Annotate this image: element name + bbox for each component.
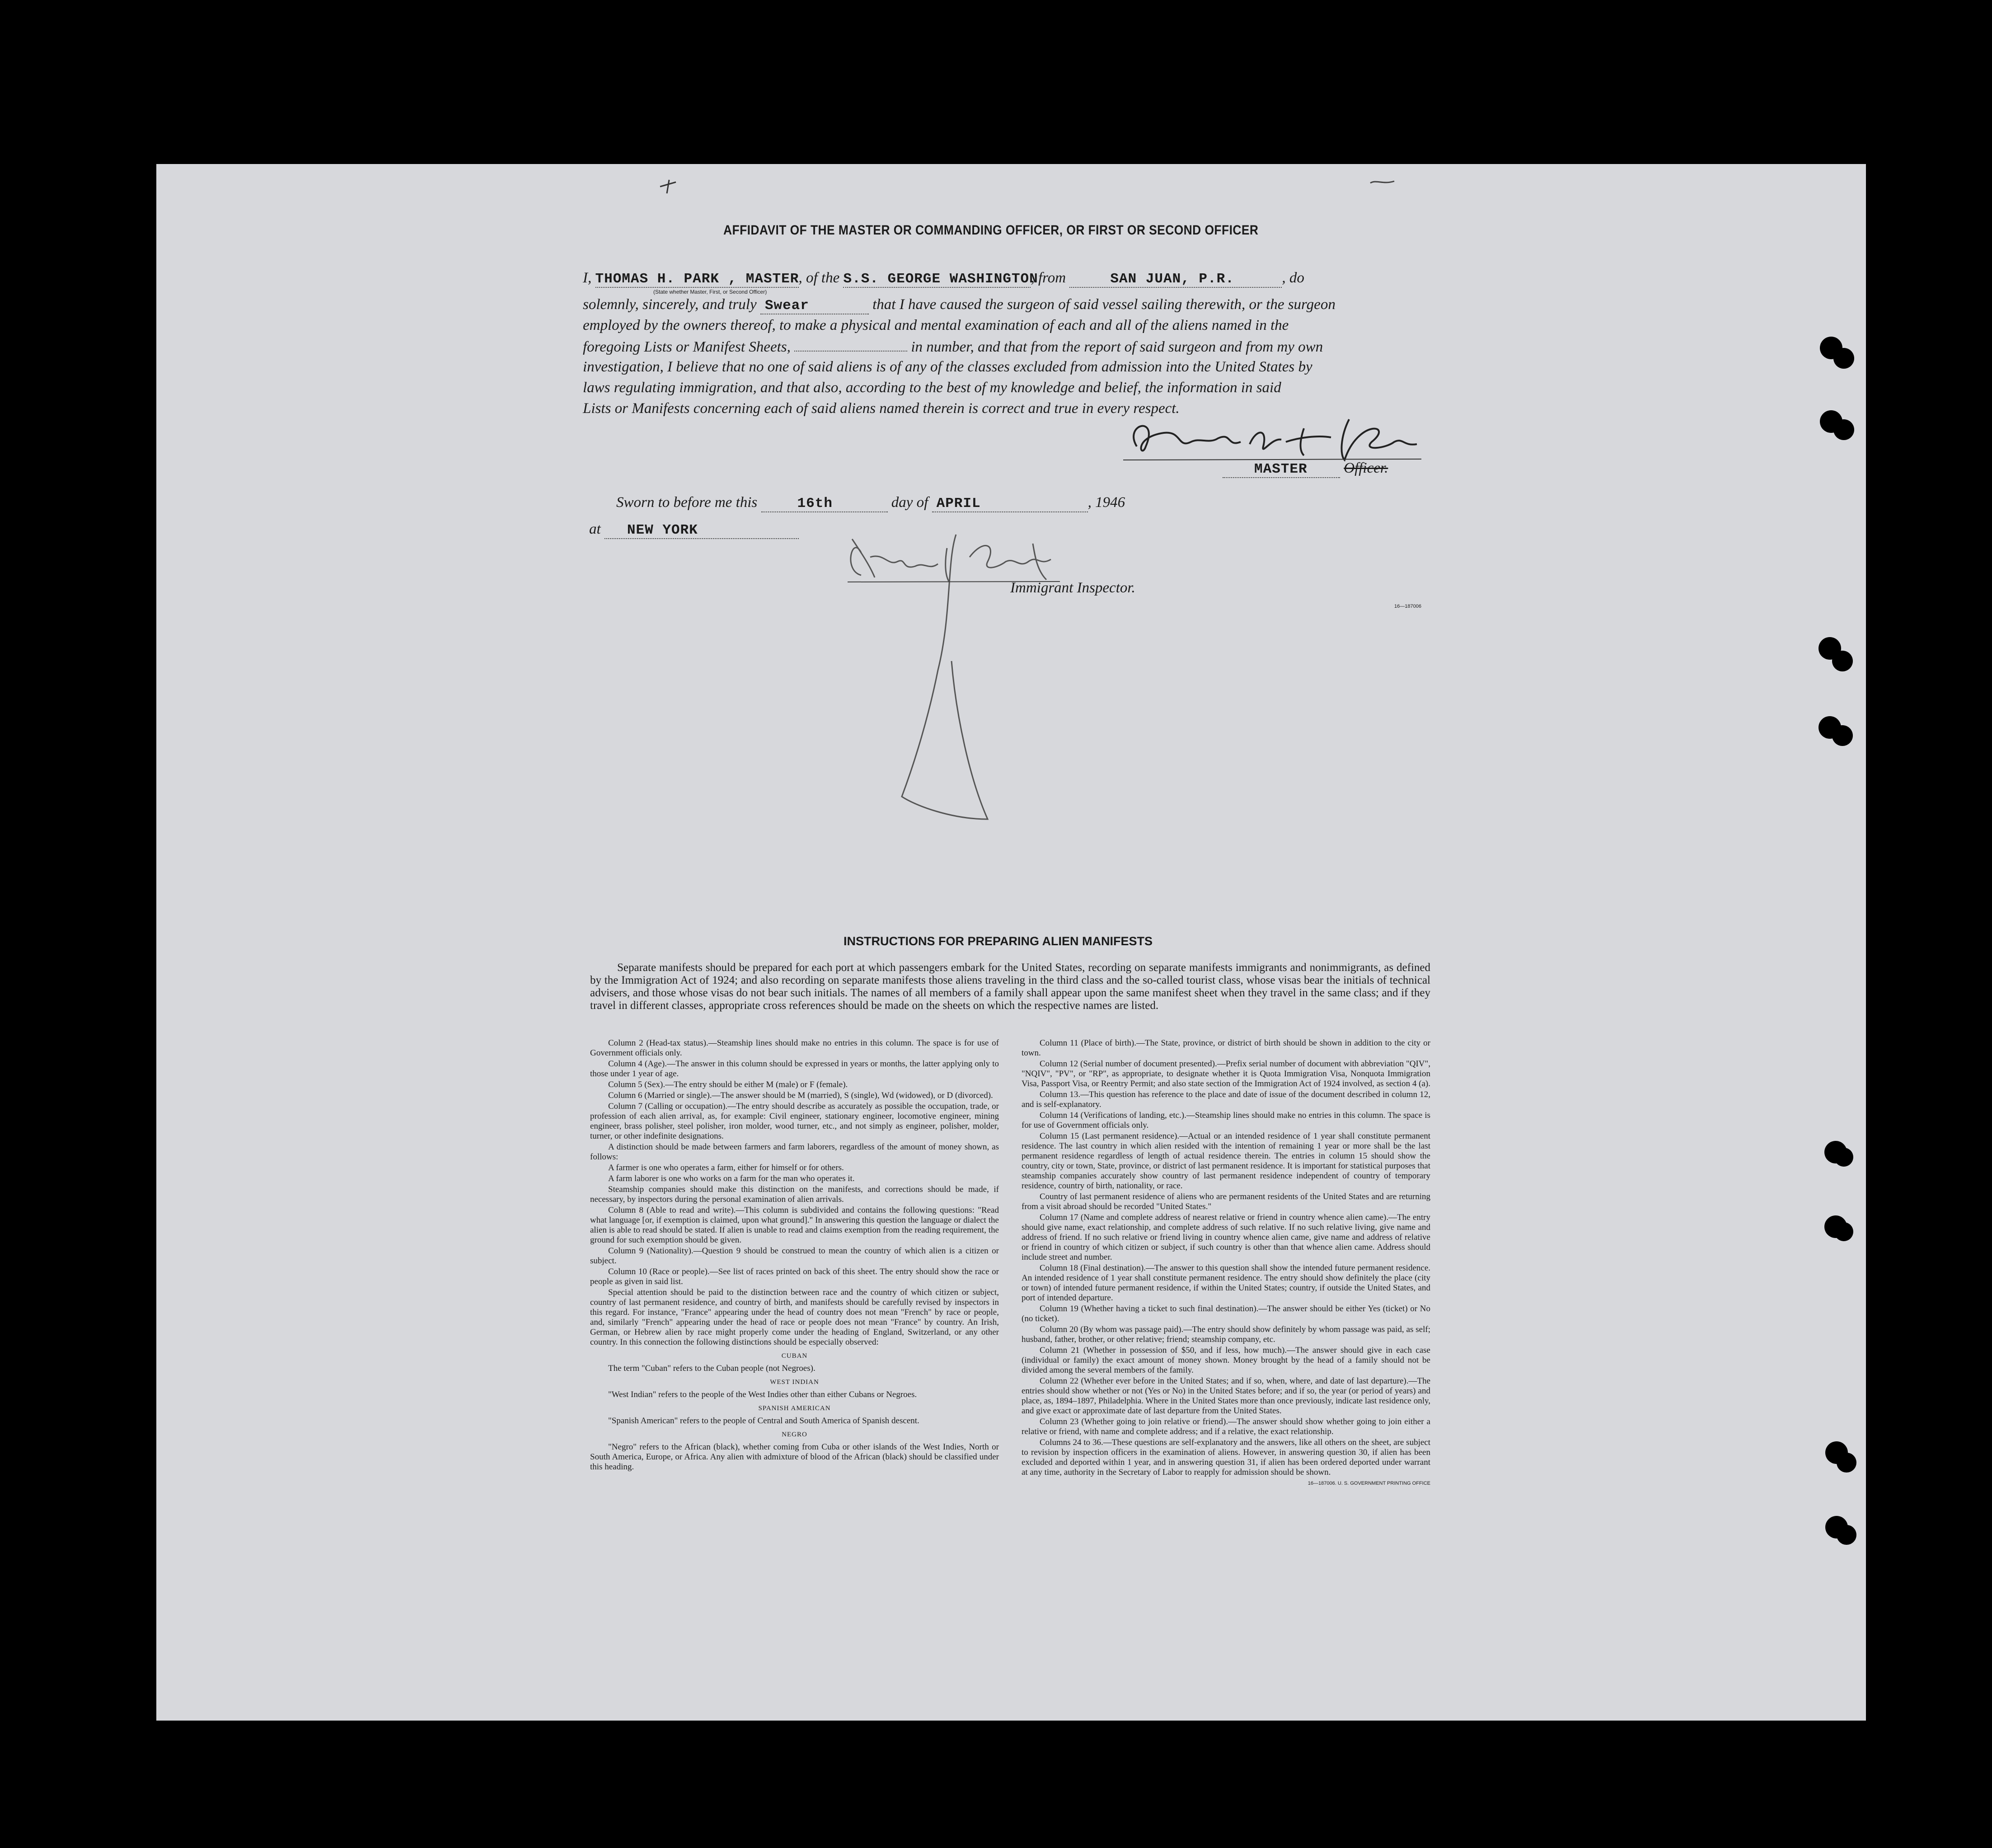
instruction-paragraph: Country of last permanent residence of aliens who are permanent residents of the United States and are returning from a visit abroad should be recorded "United States." bbox=[1022, 1192, 1430, 1211]
affidavit-line-5: investigation, I believe that no one of said aliens is of any of the classes excluded from admission into the United States by bbox=[583, 359, 1312, 375]
instruction-paragraph: Column 7 (Calling or occupation).—The entry should describe as accurately as possible the occupation, trade, or profession of each alien arrival, as, for example: Civil engineer, stationary engineer, locomotive engineer, mining engineer, brass polisher, steel polisher, iron molder, wood turner, etc., and not simply as engineer, polisher, molder, turner, or other indefinite designations. bbox=[590, 1102, 999, 1141]
instruction-paragraph: Column 6 (Married or single).—The answer should be M (married), S (single), Wd (widowed), or D (divorced). bbox=[608, 1091, 993, 1100]
sworn-month-field: APRIL bbox=[932, 496, 1088, 512]
instruction-paragraph: Steamship companies should make this distinction on the manifests, and corrections should be made, if necessary, by inspectors during the personal examination of alien arrivals. bbox=[590, 1185, 999, 1204]
instruction-paragraph: Column 9 (Nationality).—Question 9 should be construed to mean the country of which alien is a citizen or subject. bbox=[590, 1246, 999, 1266]
cuban-heading: CUBAN bbox=[781, 1352, 808, 1360]
instruction-paragraph: Column 12 (Serial number of document presented).—Prefix serial number of document with abbreviation "QIV", "NQIV", "PV", or "RP", as appropriate, to designate whether it is Quota Immigration Visa, Nonquota Immigration Visa, Passport Visa, or Reentry Permit; and also state section of the Immigration Act of 1924 involved, as section 4 (a). bbox=[1022, 1059, 1430, 1088]
spanish-american-heading: SPANISH AMERICAN bbox=[758, 1405, 831, 1412]
instruction-paragraph: Column 5 (Sex).—The entry should be either M (male) or F (female). bbox=[608, 1080, 848, 1089]
inspector-signature bbox=[834, 525, 1069, 878]
instruction-paragraph: Column 23 (Whether going to join relative or friend).—The answer should show whether going to join either a relative or friend, with name and complete address; and if a relative, the exact relationship. bbox=[1022, 1417, 1430, 1436]
binding-hole bbox=[1832, 651, 1853, 671]
at-place-field: NEW YORK bbox=[605, 522, 799, 539]
sworn-year: , 1946 bbox=[1087, 494, 1125, 511]
form-number: 16—187006 bbox=[1394, 604, 1421, 609]
printing-office-footer: 16—187006. U. S. GOVERNMENT PRINTING OFFICE bbox=[1308, 1481, 1430, 1486]
cuban-definition: The term "Cuban" refers to the Cuban people (not Negroes). bbox=[608, 1364, 816, 1373]
affidavit-line-3: employed by the owners thereof, to make a physical and mental examination of each and all of the aliens named in the bbox=[583, 317, 1289, 333]
instruction-paragraph: Column 10 (Race or people).—See list of races printed on back of this sheet. The entry should show the race or people as given in said list. bbox=[590, 1267, 999, 1286]
pencil-mark bbox=[658, 178, 680, 196]
affidavit-line-1: I, THOMAS H. PARK , MASTER, of the S.S. GEORGE WASHINGTON, from SAN JUAN, P.R. , do bbox=[583, 270, 1304, 287]
instructions-title: INSTRUCTIONS FOR PREPARING ALIEN MANIFESTS bbox=[844, 934, 1153, 948]
negro-definition: "Negro" refers to the African (black), whether coming from Cuba or other islands of the West Indies, North or South America, Europe, or Africa. Any alien with admixture of blood of the African (black) should be classified under this heading. bbox=[590, 1442, 999, 1472]
instructions-left-column bbox=[590, 1038, 999, 1473]
sworn-line: Sworn to before me this 16th day of APRIL , 1946 bbox=[616, 494, 1125, 511]
title-officer-struck: Officer. bbox=[1344, 460, 1388, 476]
instruction-paragraph: Column 22 (Whether ever before in the United States; and if so, when, where, and date of last departure).—The entries should show whether or not (Yes or No) in the United States before; and if so, the year (or period of years) and place, as, 1894–1897, Philadelphia. Where in the United States more than once previously, indicate last residence only, and give exact or approximate date of last departure from the United States. bbox=[1022, 1376, 1430, 1416]
title-master: MASTER bbox=[1223, 461, 1340, 478]
affidavit-line-6: laws regulating immigration, and that also, according to the best of my knowledge and belief, the information in said bbox=[583, 380, 1281, 396]
instruction-paragraph: Column 21 (Whether in possession of $50, and if less, how much).—The answer should give in each case (individual or family) the exact amount of money shown. Money brought by the head of a family should not be divided among the several members of the family. bbox=[1022, 1346, 1430, 1375]
negro-heading: NEGRO bbox=[782, 1431, 807, 1438]
instruction-paragraph: Column 14 (Verifications of landing, etc.).—Steamship lines should make no entries in this column. The space is for use of Government officials only. bbox=[1022, 1111, 1430, 1130]
instruction-paragraph: A farmer is one who operates a farm, either for himself or for others. bbox=[608, 1163, 844, 1173]
instruction-paragraph: Column 17 (Name and complete address of nearest relative or friend in country whence alien came).—The entry should give name, exact relationship, and complete address of such relative. If no such relative living, give name and address of friend. If no such relative or friend living in country whence alien came, give name and address of relative or friend in country of which citizen or subject, if such country is other than that whence alien came. Address should include street and number. bbox=[1022, 1213, 1430, 1262]
instruction-paragraph: Column 11 (Place of birth).—The State, province, or district of birth should be shown in addition to the city or town. bbox=[1022, 1038, 1430, 1058]
instruction-paragraph: Columns 24 to 36.—These questions are self-explanatory and the answers, like all others on the sheet, are subject to revision by inspection officers in the examination of aliens. However, in answering question 30, if alien has been excluded and deported within 1 year, and in answering question 31, if alien has been ordered deported under warrant at any time, authority in the Secretary of Labor to reapply for admission should be shown. bbox=[1022, 1438, 1430, 1477]
instruction-paragraph: A distinction should be made between farmers and farm laborers, regardless of the amount of money shown, as follows: bbox=[590, 1142, 999, 1162]
west-indian-heading: WEST INDIAN bbox=[770, 1379, 819, 1386]
west-indian-definition: "West Indian" refers to the people of the West Indies other than either Cubans or Negroes. bbox=[608, 1390, 917, 1399]
officer-field: THOMAS H. PARK , MASTER bbox=[595, 271, 799, 287]
vessel-field: S.S. GEORGE WASHINGTON bbox=[843, 271, 1038, 287]
sworn-day-field: 16th bbox=[761, 496, 888, 512]
instruction-paragraph: Column 15 (Last permanent residence).—Actual or an intended residence of 1 year shall constitute permanent residence. The last country in which alien resided with the intention of remaining 1 year or more shall be the last permanent residence regardless of length of actual residence therein. The entries in column 15 should show the country, city or town, State, province, or district of last permanent residence. It is important for statistical purposes that steamship companies accurately show country of last permanent residence independent of country of temporary residence, country of birth, nationality, or race. bbox=[1022, 1131, 1430, 1191]
officer-rank-note: (State whether Master, First, or Second Officer) bbox=[653, 289, 767, 295]
officer-title-line bbox=[1223, 460, 1388, 478]
binding-hole bbox=[1834, 1148, 1853, 1167]
spanish-american-definition: "Spanish American" refers to the people of Central and South America of Spanish descent. bbox=[608, 1416, 919, 1426]
port-field: SAN JUAN, P.R. bbox=[1069, 271, 1282, 288]
affidavit-line-7: Lists or Manifests concerning each of said aliens named therein is correct and true in every respect. bbox=[583, 400, 1180, 417]
instruction-paragraph: Column 13.—This question has reference to the place and date of issue of the document described in column 12, and is self-explanatory. bbox=[1022, 1090, 1430, 1109]
binding-hole bbox=[1837, 1453, 1856, 1473]
pencil-mark bbox=[1369, 178, 1397, 187]
affidavit-line-2: solemnly, sincerely, and truly Swear that I have caused the surgeon of said vessel sailing therewith, or the surgeon bbox=[583, 296, 1336, 314]
instruction-paragraph: Column 20 (By whom was passage paid).—The entry should show definitely by whom passage was paid, as self; husband, father, brother, or other relative; friend; steamship company, etc. bbox=[1022, 1325, 1430, 1344]
manifest-sheet bbox=[156, 164, 1866, 1721]
affidavit-line-4: foregoing Lists or Manifest Sheets, in number, and that from the report of said surgeon and from my own bbox=[583, 339, 1323, 355]
instruction-paragraph: Column 8 (Able to read and write).—This column is subdivided and contains the following questions: "Read what language [or, if exemption is claimed, upon what ground]." In answering this question the language or dialect the alien is able to read should be stated. If alien is unable to read and claims exemption from the reading requirement, the ground for such exemption should be given. bbox=[590, 1205, 999, 1245]
sheets-count-field bbox=[794, 338, 907, 352]
instruction-paragraph: A farm laborer is one who works on a farm for the man who operates it. bbox=[608, 1174, 855, 1183]
binding-hole bbox=[1834, 1222, 1853, 1241]
instruction-paragraph: Column 4 (Age).—The answer in this column should be expressed in years or months, the latter applying only to those under 1 year of age. bbox=[590, 1059, 999, 1079]
affidavit-title: AFFIDAVIT OF THE MASTER OR COMMANDING OFFICER, OR FIRST OR SECOND OFFICER bbox=[723, 223, 1259, 238]
instruction-paragraph: Column 18 (Final destination).—The answer to this question shall show the intended future permanent residence. An intended residence of 1 year shall constitute permanent residence. The entry should show definitely the place (city or town) of intended future permanent residence, if within the United States; country, if outside the United States, and port of intended departure. bbox=[1022, 1263, 1430, 1303]
instruction-paragraph: Special attention should be paid to the distinction between race and the country of which citizen or subject, country of last permanent residence, and country of birth, and manifests should be carefully revised by inspectors in this regard. For instance, "France" appearing under the head of country does not mean "French" by race or people, and, similarly "French" appearing under the head of race or people does not mean "France" by country. An Irish, German, or Hebrew alien by race might properly come under the heading of England, Switzerland, or any other country. In this connection the following distinctions should be especially observed: bbox=[590, 1288, 999, 1347]
instructions-intro: Separate manifests should be prepared for each port at which passengers embark for the United States, recording on separate manifests immigrants and nonimmigrants, as defined by the Immigration Act of 1924; and also recording on separate manifests those aliens traveling in the third class and the so-called tourist class, whose visas bear the initials of technical advisers, and those whose visas do not bear such initials. The names of all members of a family shall appear upon the same manifest sheet when they travel in the same class; and if they travel in different classes, appropriate cross references should be made on the sheets on which the respective names are listed. bbox=[590, 962, 1430, 1012]
instruction-paragraph: Column 19 (Whether having a ticket to such final destination).—The answer should be either Yes (ticket) or No (no ticket). bbox=[1022, 1304, 1430, 1323]
instructions-right-column bbox=[1022, 1038, 1430, 1489]
at-line: at NEW YORK bbox=[589, 521, 799, 539]
binding-hole bbox=[1832, 725, 1853, 746]
binding-hole bbox=[1833, 419, 1854, 440]
inspector-title: Immigrant Inspector. bbox=[1010, 580, 1135, 596]
binding-hole bbox=[1837, 1525, 1856, 1545]
oath-field: Swear bbox=[760, 298, 869, 314]
instruction-paragraph: Column 2 (Head-tax status).—Steamship lines should make no entries in this column. The space is for use of Government officials only. bbox=[590, 1038, 999, 1058]
binding-hole bbox=[1833, 348, 1854, 369]
